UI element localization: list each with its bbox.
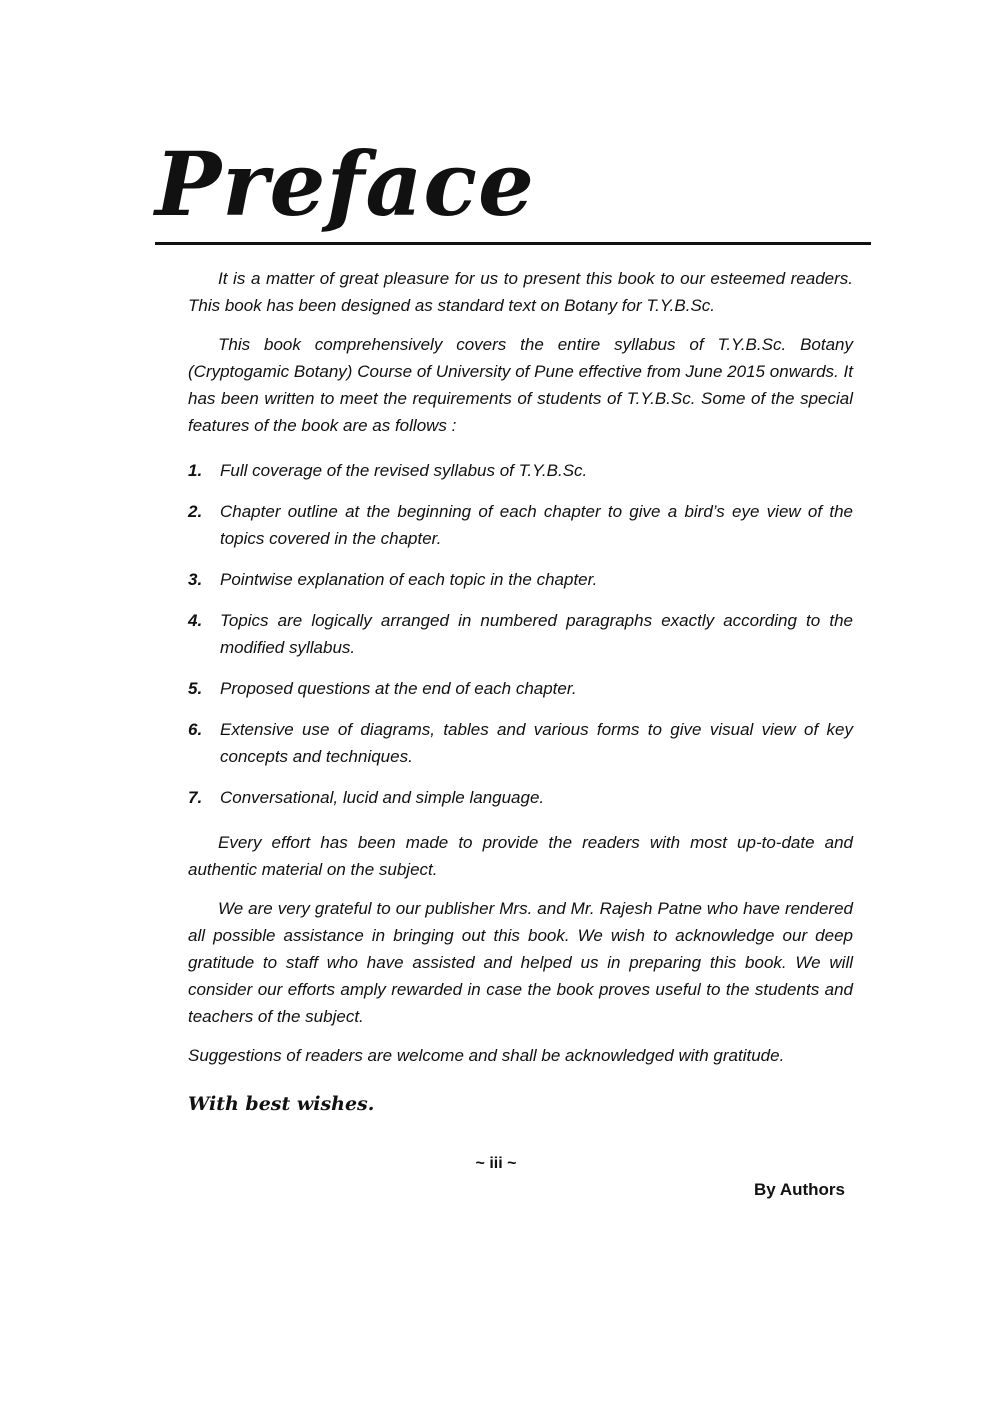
list-item-number: 5. <box>188 679 203 698</box>
list-item-number: 7. <box>188 788 203 807</box>
list-item-text: Full coverage of the revised syllabus of T.Y.B.Sc. <box>220 461 588 480</box>
list-item <box>188 457 853 484</box>
paragraph-effort: Every effort has been made to provide the readers with most up-to-date and authentic material on the subject. <box>188 833 853 879</box>
list-item <box>188 498 853 552</box>
list-item-number: 1. <box>188 461 203 480</box>
list-item-number: 6. <box>188 720 203 739</box>
list-item <box>188 566 853 593</box>
page-header <box>155 132 871 245</box>
features-list <box>188 457 853 811</box>
list-item-number: 4. <box>188 611 203 630</box>
paragraph-gratitude: We are very grateful to our publisher Mrs. and Mr. Rajesh Patne who have rendered all possible assistance in bringing out this book. We wish to acknowledge our deep gratitude to staff who have assisted and helped us in preparing this book. We will consider our efforts amply rewarded in case the book proves useful to the students and teachers of the subject. <box>188 899 853 1026</box>
paragraph-intro: It is a matter of great pleasure for us to present this book to our esteemed readers. This book has been designed as standard text on Botany for T.Y.B.Sc. <box>188 269 853 315</box>
list-item <box>188 716 853 770</box>
paragraph-coverage: This book comprehensively covers the entire syllabus of T.Y.B.Sc. Botany (Cryptogamic Botany) Course of University of Pune effective from June 2015 onwards. It has been written to meet the requirements of students of T.Y.B.Sc. Some of the special features of the book are as follows : <box>188 335 853 435</box>
list-item <box>188 675 853 702</box>
list-item-number: 2. <box>188 502 203 521</box>
preface-body <box>188 265 853 1203</box>
page-number: ~ iii ~ <box>475 1155 517 1172</box>
paragraph-suggestions: Suggestions of readers are welcome and shall be acknowledged with gratitude. <box>188 1046 785 1065</box>
author-signature: By Authors <box>754 1180 845 1199</box>
list-item-text: Topics are logically arranged in numbered paragraphs exactly according to the modified syllabus. <box>220 611 853 657</box>
list-item-text: Chapter outline at the beginning of each chapter to give a bird’s eye view of the topics covered in the chapter. <box>220 502 853 548</box>
list-item-text: Conversational, lucid and simple language. <box>220 788 545 807</box>
preface-page <box>155 132 871 1203</box>
list-item-number: 3. <box>188 570 203 589</box>
page-title: Preface <box>155 132 535 236</box>
list-item-text: Extensive use of diagrams, tables and various forms to give visual view of key concepts and techniques. <box>220 720 853 766</box>
closing-wishes: With best wishes. <box>188 1093 375 1115</box>
list-item-text: Proposed questions at the end of each chapter. <box>220 679 577 698</box>
list-item <box>188 784 853 811</box>
list-item <box>188 607 853 661</box>
list-item-text: Pointwise explanation of each topic in the chapter. <box>220 570 598 589</box>
